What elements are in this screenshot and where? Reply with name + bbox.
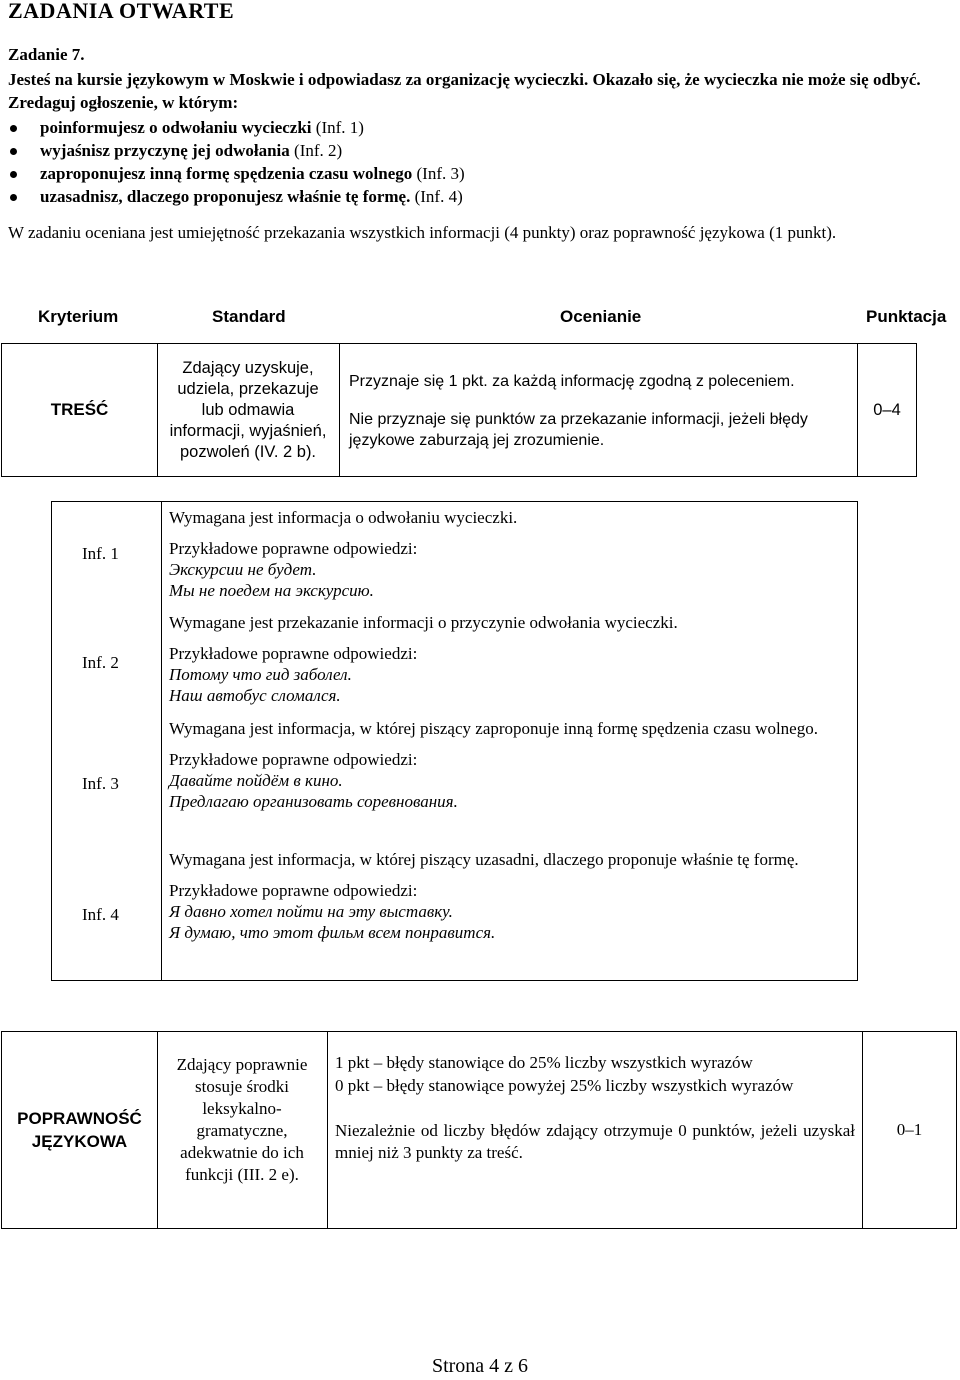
info-table [51, 501, 858, 981]
bullet-item: uzasadnisz, dlaczego proponujesz właśnie tę formę. (Inf. 4) [8, 185, 908, 208]
inf-2-required: Wymagane jest przekazanie informacji o przyczynie odwołania wycieczki. [169, 613, 678, 632]
poprawnosc-rule-1: 1 pkt – błędy stanowiące do 25% liczby wszystkich wyrazów [335, 1053, 753, 1072]
poprawnosc-points: 0–1 [896, 1120, 923, 1139]
bullet-item: poinformujesz o odwołaniu wycieczki (Inf. 1) [8, 116, 908, 139]
tresc-rule-2: Nie przyznaje się punktów za przekazanie informacji, jeżeli błędy językowe zaburzają jej zrozumienie. [349, 411, 808, 449]
inf-1-example: Мы не поедем на экскурсию. [169, 581, 374, 600]
inf-1-content [169, 507, 849, 601]
inf-4-content [169, 849, 849, 943]
inf-3-content [169, 718, 849, 812]
tresc-criterion: TREŚĆ [50, 400, 109, 419]
tresc-points: 0–4 [873, 400, 901, 419]
page-number: Strona 4 z 6 [431, 1355, 529, 1377]
inf-1-example: Экскурсии не будет. [169, 560, 317, 579]
inf-2-example: Наш автобус сломался. [169, 686, 341, 705]
scoring-note: W zadaniu oceniana jest umiejętność przekazania wszystkich informacji (4 punkty) oraz poprawność językowa (1 punkt). [8, 223, 837, 242]
inf-1-required: Wymagana jest informacja o odwołaniu wycieczki. [169, 508, 518, 527]
bullet-item: wyjaśnisz przyczynę jej odwołania (Inf. 2) [8, 139, 908, 162]
inf-2-example: Потому что гид заболел. [169, 665, 352, 684]
inf-4-example: Я давно хотел пойти на эту выставку. [169, 902, 453, 921]
inf-3-required: Wymagana jest informacja, w której piszący zaproponuje inną formę spędzenia czasu wolnego. [169, 719, 818, 738]
inf-1-examples-label: Przykładowe poprawne odpowiedzi: [169, 539, 418, 558]
header-ocenianie: Ocenianie [560, 307, 642, 326]
task-title: Zadanie 7. [8, 45, 85, 64]
inf-3-label: Inf. 3 [82, 774, 119, 793]
inf-2-content [169, 612, 849, 706]
poprawnosc-standard: Zdający poprawnie stosuje środki leksykalno-gramatyczne, adekwatnie do ich funkcji (III. 2 e). [176, 1055, 308, 1184]
header-kryterium: Kryterium [38, 307, 119, 326]
inf-4-label: Inf. 4 [82, 905, 119, 924]
poprawnosc-rule-2: 0 pkt – błędy stanowiące powyżej 25% liczby wszystkich wyrazów [335, 1076, 794, 1095]
tresc-table [1, 343, 917, 477]
inf-3-example: Давайте пойдём в кино. [169, 771, 343, 790]
inf-1-label: Inf. 1 [82, 544, 119, 563]
task-intro: Jesteś na kursie językowym w Moskwie i odpowiadasz za organizację wycieczki. Okazało się, że wycieczka nie może się odbyć. Zredaguj ogłoszenie, w którym: [8, 70, 921, 112]
inf-4-required: Wymagana jest informacja, w której piszący uzasadni, dlaczego proponuje właśnie tę formę. [169, 850, 799, 869]
inf-2-examples-label: Przykładowe poprawne odpowiedzi: [169, 644, 418, 663]
poprawnosc-table [1, 1031, 957, 1229]
header-standard: Standard [212, 307, 286, 326]
tresc-rule-1: Przyznaje się 1 pkt. za każdą informację zgodną z poleceniem. [349, 373, 795, 390]
task-bullet-list [8, 116, 908, 208]
inf-3-examples-label: Przykładowe poprawne odpowiedzi: [169, 750, 418, 769]
inf-2-label: Inf. 2 [82, 653, 119, 672]
inf-3-example: Предлагаю организовать соревнования. [169, 792, 458, 811]
page-heading: ZADANIA OTWARTE [8, 0, 235, 23]
poprawnosc-criterion: POPRAWNOŚĆ JĘZYKOWA [17, 1109, 142, 1151]
header-punktacja: Punktacja [866, 307, 947, 326]
inf-4-example: Я думаю, что этот фильм всем понравится. [169, 923, 496, 942]
inf-4-examples-label: Przykładowe poprawne odpowiedzi: [169, 881, 418, 900]
bullet-item: zaproponujesz inną formę spędzenia czasu wolnego (Inf. 3) [8, 162, 908, 185]
tresc-standard: Zdający uzyskuje, udziela, przekazuje lub odmawia informacji, wyjaśnień, pozwoleń (IV. 2 b). [169, 358, 327, 461]
poprawnosc-rule-3: Niezależnie od liczby błędów zdający otrzymuje 0 punktów, jeżeli uzyskał mniej niż 3 punkty za treść. [335, 1121, 855, 1162]
